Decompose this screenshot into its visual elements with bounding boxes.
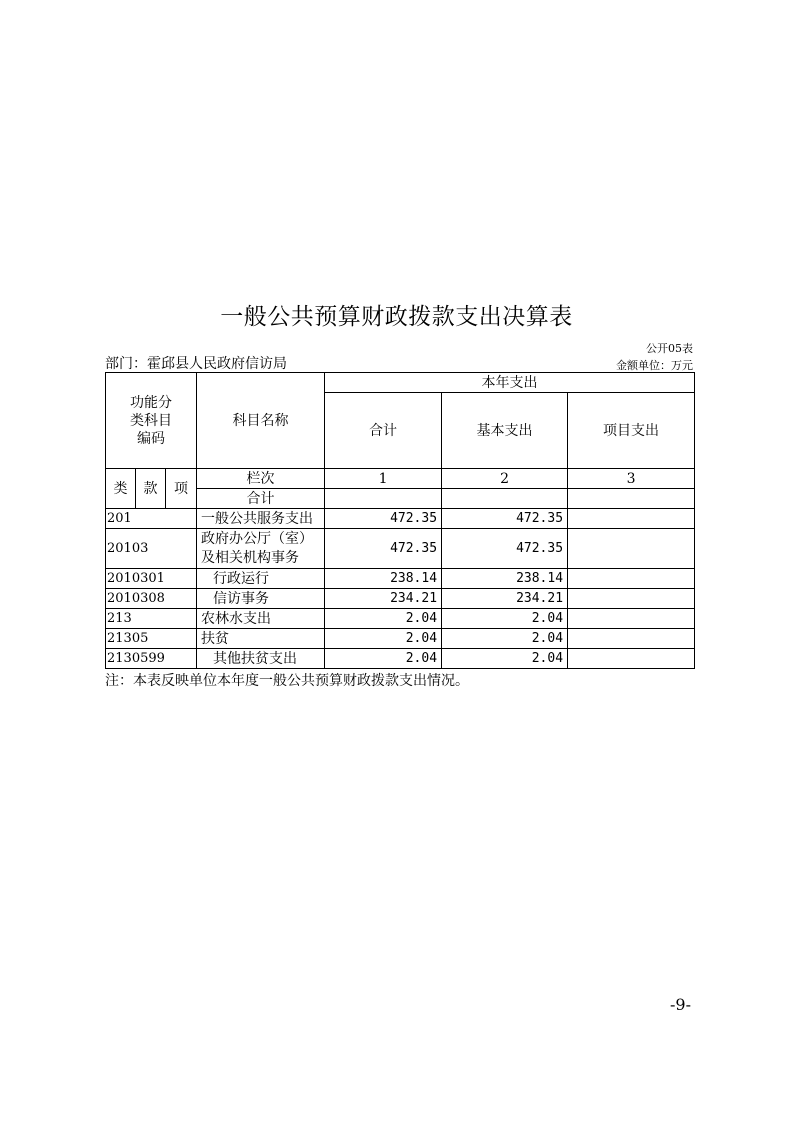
header-heji: 合计 [197, 489, 325, 509]
row-name: 农林水支出 [197, 609, 325, 629]
col-number-2: 2 [442, 469, 568, 489]
table-row [106, 629, 695, 649]
row-total: 472.35 [325, 509, 442, 529]
table-note: 注：本表反映单位本年度一般公共预算财政拨款支出情况。 [105, 673, 469, 689]
row-name: 信访事务 [197, 589, 325, 609]
row-total: 238.14 [325, 569, 442, 589]
form-number: 公开05表 [646, 342, 693, 355]
row-name: 政府办公厅（室）及相关机构事务 [197, 529, 325, 569]
row-project [568, 529, 695, 569]
row-name: 其他扶贫支出 [197, 649, 325, 669]
row-code: 2010308 [106, 589, 197, 609]
row-total: 2.04 [325, 609, 442, 629]
col-number-3: 3 [568, 469, 695, 489]
header-basic: 基本支出 [442, 393, 568, 469]
row-basic: 2.04 [442, 629, 568, 649]
row-code: 20103 [106, 529, 197, 569]
unit-label: 金额单位：万元 [616, 359, 693, 372]
row-total: 234.21 [325, 589, 442, 609]
row-basic: 238.14 [442, 569, 568, 589]
header-lei: 类 [106, 469, 136, 509]
header-project: 项目支出 [568, 393, 695, 469]
row-basic: 472.35 [442, 529, 568, 569]
row-project [568, 509, 695, 529]
row-name: 行政运行 [197, 569, 325, 589]
row-code: 2130599 [106, 649, 197, 669]
header-name: 科目名称 [197, 373, 325, 469]
row-basic: 234.21 [442, 589, 568, 609]
header-current-year: 本年支出 [325, 373, 695, 393]
row-total: 2.04 [325, 629, 442, 649]
row-code: 213 [106, 609, 197, 629]
table-row [106, 569, 695, 589]
row-total: 472.35 [325, 529, 442, 569]
row-basic: 2.04 [442, 609, 568, 629]
row-code: 21305 [106, 629, 197, 649]
row-total: 2.04 [325, 649, 442, 669]
header-kuan: 款 [136, 469, 166, 509]
header-total: 合计 [325, 393, 442, 469]
row-basic: 2.04 [442, 649, 568, 669]
row-project [568, 609, 695, 629]
empty-cell [568, 489, 695, 509]
row-project [568, 649, 695, 669]
row-basic: 472.35 [442, 509, 568, 529]
row-name: 扶贫 [197, 629, 325, 649]
empty-cell [325, 489, 442, 509]
row-code: 2010301 [106, 569, 197, 589]
col-number-1: 1 [325, 469, 442, 489]
table-row [106, 589, 695, 609]
table-row [106, 529, 695, 569]
table-row [106, 609, 695, 629]
expenditure-table [105, 372, 695, 669]
row-name: 一般公共服务支出 [197, 509, 325, 529]
table-row [106, 649, 695, 669]
page-number: -9- [670, 995, 691, 1014]
empty-cell [442, 489, 568, 509]
row-project [568, 629, 695, 649]
department-label: 部门：霍邱县人民政府信访局 [105, 356, 287, 372]
row-code: 201 [106, 509, 197, 529]
row-project [568, 569, 695, 589]
header-code: 功能分类科目编码 [106, 373, 197, 469]
header-lanci: 栏次 [197, 469, 325, 489]
header-xiang: 项 [166, 469, 197, 509]
page-title: 一般公共预算财政拨款支出决算表 [220, 304, 573, 330]
table-row [106, 509, 695, 529]
row-project [568, 589, 695, 609]
